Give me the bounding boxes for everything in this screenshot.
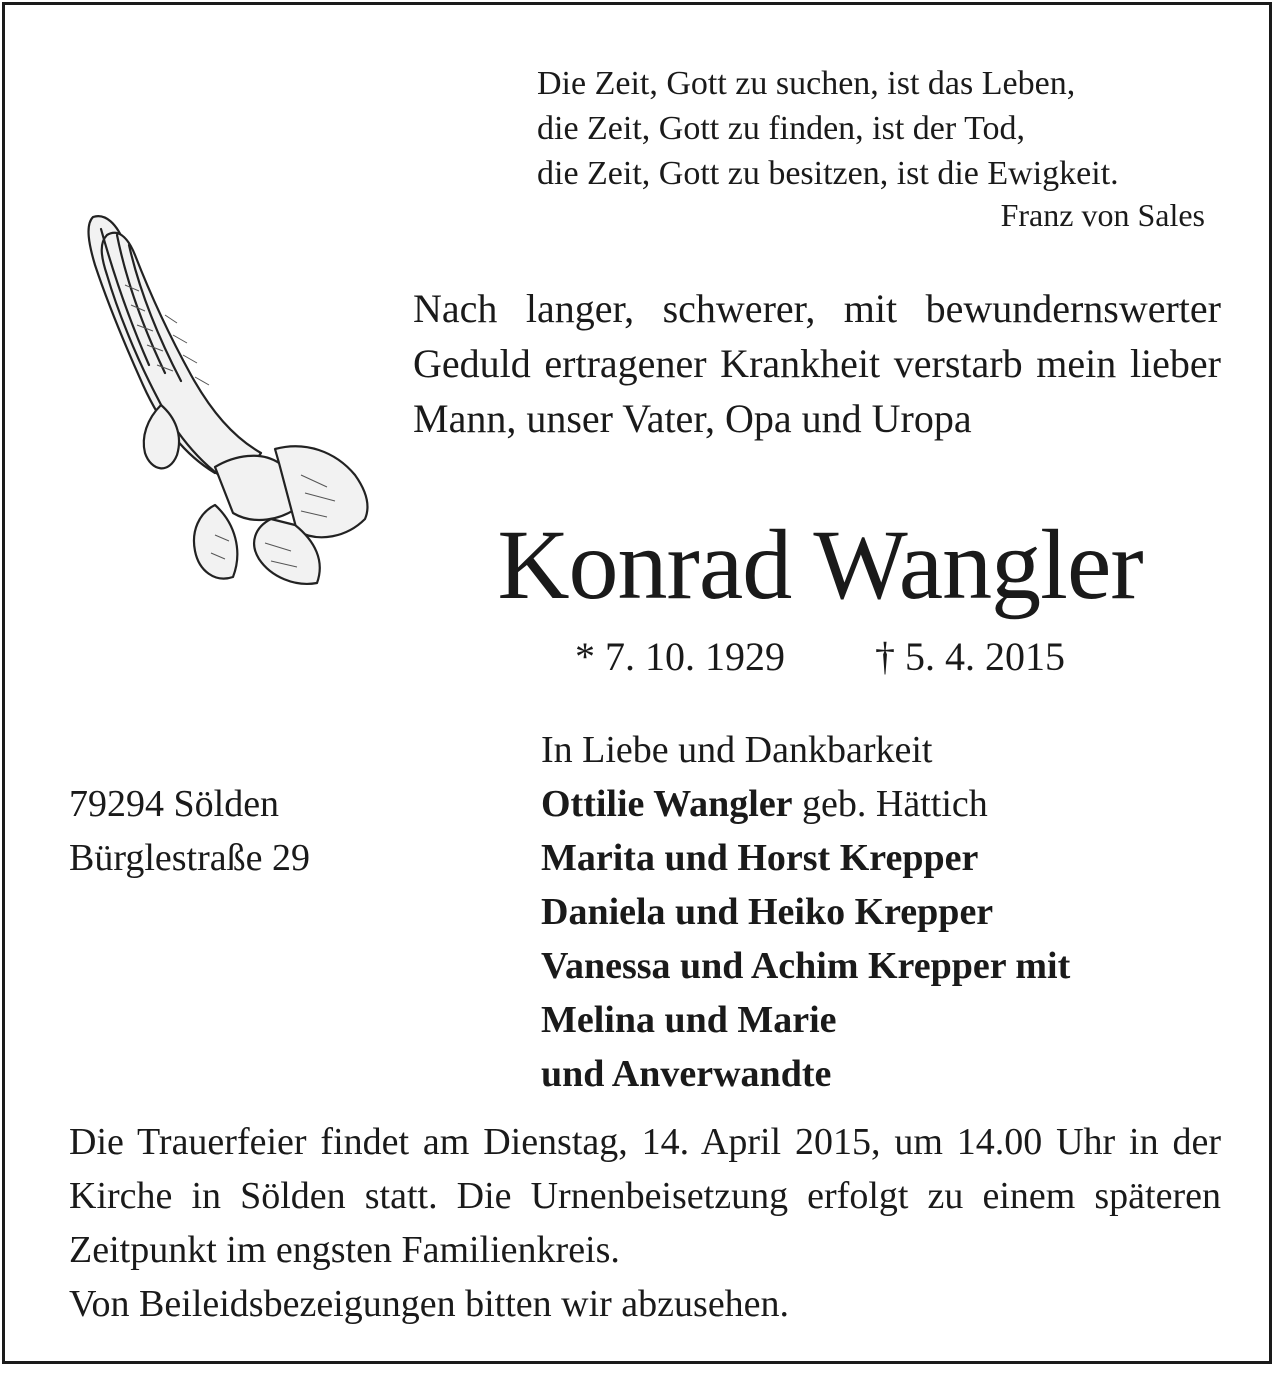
address-line-2: Bürglestraße 29 [69, 837, 310, 879]
funeral-details: Die Trauerfeier findet am Dienstag, 14. April 2015, um 14.00 Uhr in der Kirche in Sölden statt. Die Urnenbeisetzung erfolgt zu einem späteren Zeitpunkt im engsten Familienkreis. [69, 1121, 1221, 1271]
mourner-row: Marita und Horst Krepper [541, 837, 979, 879]
mourner-row: Daniela und Heiko Krepper [541, 891, 994, 933]
praying-hands-icon [65, 205, 385, 605]
mourner-widow-suffix: geb. Hättich [792, 783, 988, 825]
condolence-note: Von Beileidsbezeigungen bitten wir abzusehen. [69, 1283, 790, 1325]
mourner-widow-name: Ottilie Wangler [541, 783, 793, 825]
motto-line-1: Die Zeit, Gott zu suchen, ist das Leben, [537, 65, 1076, 102]
funeral-notice [69, 1115, 1221, 1331]
mourner-row: Vanessa und Achim Krepper mit [541, 945, 1071, 987]
mourners-block [541, 723, 1070, 1101]
motto-author: Franz von Sales [1000, 197, 1205, 233]
life-dates [405, 629, 1235, 685]
deceased-name: Konrad Wangler [497, 509, 1143, 620]
birth-date: * 7. 10. 1929 [575, 634, 785, 679]
mourners-intro: In Liebe und Dankbarkeit [541, 729, 933, 771]
motto-line-2: die Zeit, Gott zu finden, ist der Tod, [537, 110, 1026, 147]
motto-quote [537, 61, 1227, 196]
mourner-row: und Anverwandte [541, 1053, 832, 1095]
mourner-row: Melina und Marie [541, 999, 837, 1041]
address-line-1: 79294 Sölden [69, 783, 280, 825]
intro-text: Nach langer, schwerer, mit bewundernswerter Geduld ertragener Krankheit verstarb mein lieber Mann, unser Vater, Opa und Uropa [413, 286, 1221, 441]
mourner-widow [541, 777, 1070, 831]
motto-line-3: die Zeit, Gott zu besitzen, ist die Ewigkeit. [537, 155, 1119, 192]
address-block [69, 777, 310, 885]
obituary-card [2, 2, 1272, 1364]
death-date: † 5. 4. 2015 [875, 634, 1065, 679]
